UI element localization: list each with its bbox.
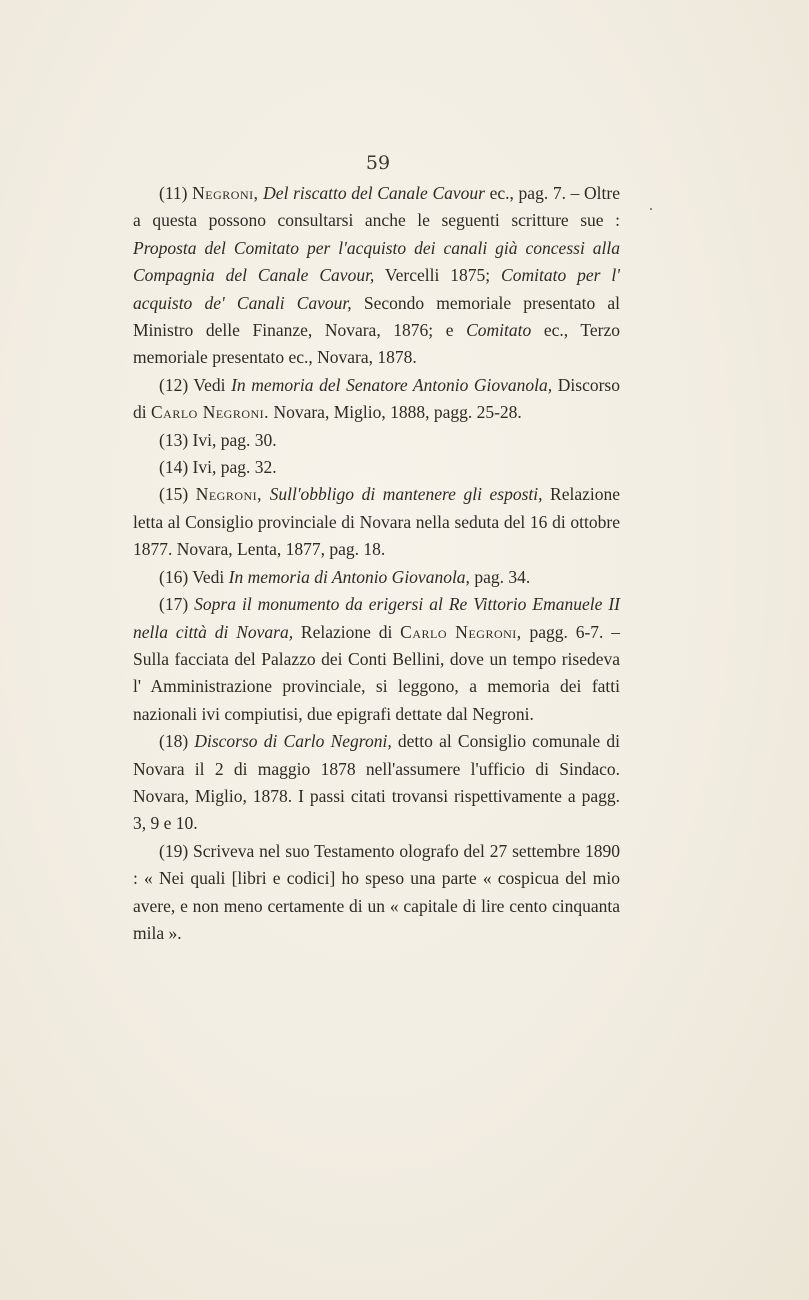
italic-title: In memoria di Antonio Giovanola,	[228, 566, 470, 587]
endnote	[133, 427, 620, 454]
italic-title: In memoria del Senatore Antonio Giovanola,	[231, 374, 553, 395]
note-text: ec., Terzo memoriale presentato ec., Novara, 1878.	[133, 320, 620, 368]
endnote	[133, 564, 620, 591]
author-name: Carlo Negroni.	[151, 402, 270, 423]
italic-title: Proposta del Comitato per l'acquisto dei canali già concessi alla Compagnia del Canale Cavour,	[133, 237, 620, 286]
author-name: Negroni,	[192, 183, 259, 203]
italic-title: Sopra il monumento da erigersi al Re Vittorio Emanuele II nella città di Novara,	[133, 594, 621, 642]
italic-title: Del riscatto del Canale Cavour	[263, 183, 485, 203]
note-text: (19) Scriveva nel suo Testamento olografo del 27 settembre 1890 : « Nei quali [libri e codici] ho speso una parte « cospicua del mio avere, e non meno certamente di un « capitale di lire cento cinquanta mila ».	[133, 840, 620, 943]
note-text: Relazione di	[293, 621, 401, 642]
author-name: Carlo Negroni,	[400, 621, 522, 642]
italic-title: Discorso di Carlo Negroni,	[194, 731, 392, 752]
page-number: 59	[365, 152, 391, 174]
endnote	[133, 728, 620, 838]
author-name: Negroni,	[195, 484, 263, 505]
note-text: (13) Ivi, pag. 30.	[159, 429, 277, 450]
note-text: Discorso di	[133, 374, 620, 423]
note-text: (17)	[159, 594, 195, 615]
endnote	[133, 591, 620, 728]
ink-speck	[650, 208, 652, 210]
note-text: Relazione letta al Consiglio provinciale di Novara nella seduta del 16 di ottobre 1877. Novara, Lenta, 1877, pag. 18.	[133, 484, 621, 560]
endnote	[133, 481, 620, 563]
endnote	[133, 372, 620, 427]
italic-title: Sull'obbligo di mantenere gli esposti,	[269, 484, 543, 505]
note-text: Secondo memoriale presentato al Ministro delle Finanze, Novara, 1876; e	[133, 292, 620, 341]
italic-title: Comitato per l' acquisto de' Canali Cavour,	[133, 265, 620, 313]
note-text: (15)	[159, 484, 196, 505]
note-text: detto al Consiglio comunale di Novara il 2 di maggio 1878 nell'assumere l'ufficio di Sindaco. Novara, Miglio, 1878. I passi citati trovansi rispettivamente a pagg. 3, 9 e 10.	[133, 731, 621, 834]
note-text: Novara, Miglio, 1888, pagg. 25-28.	[269, 402, 522, 423]
endnote	[133, 454, 620, 481]
note-text: (18)	[159, 731, 195, 752]
note-text: (16) Vedi	[159, 566, 229, 587]
endnotes	[133, 180, 620, 947]
italic-title: Comitato	[466, 320, 532, 341]
endnote	[133, 838, 620, 948]
note-text: (11)	[159, 183, 193, 203]
note-text: (14) Ivi, pag. 32.	[159, 457, 277, 478]
note-text: (12) Vedi	[159, 374, 232, 395]
note-text: ec., pag. 7. – Oltre a questa possono consultarsi anche le seguenti scritture sue :	[133, 183, 620, 231]
endnote	[133, 180, 620, 372]
note-text: pag. 34.	[469, 566, 531, 587]
note-text	[262, 484, 270, 504]
note-text: Vercelli 1875;	[374, 265, 502, 286]
note-text: pagg. 6-7. – Sulla facciata del Palazzo dei Conti Bellini, dove un tempo risedeva l' Amministrazione provinciale, si leggono, a memoria dei fatti nazionali ivi compiutisi, due epigrafi dettate dal Negroni.	[133, 621, 620, 724]
